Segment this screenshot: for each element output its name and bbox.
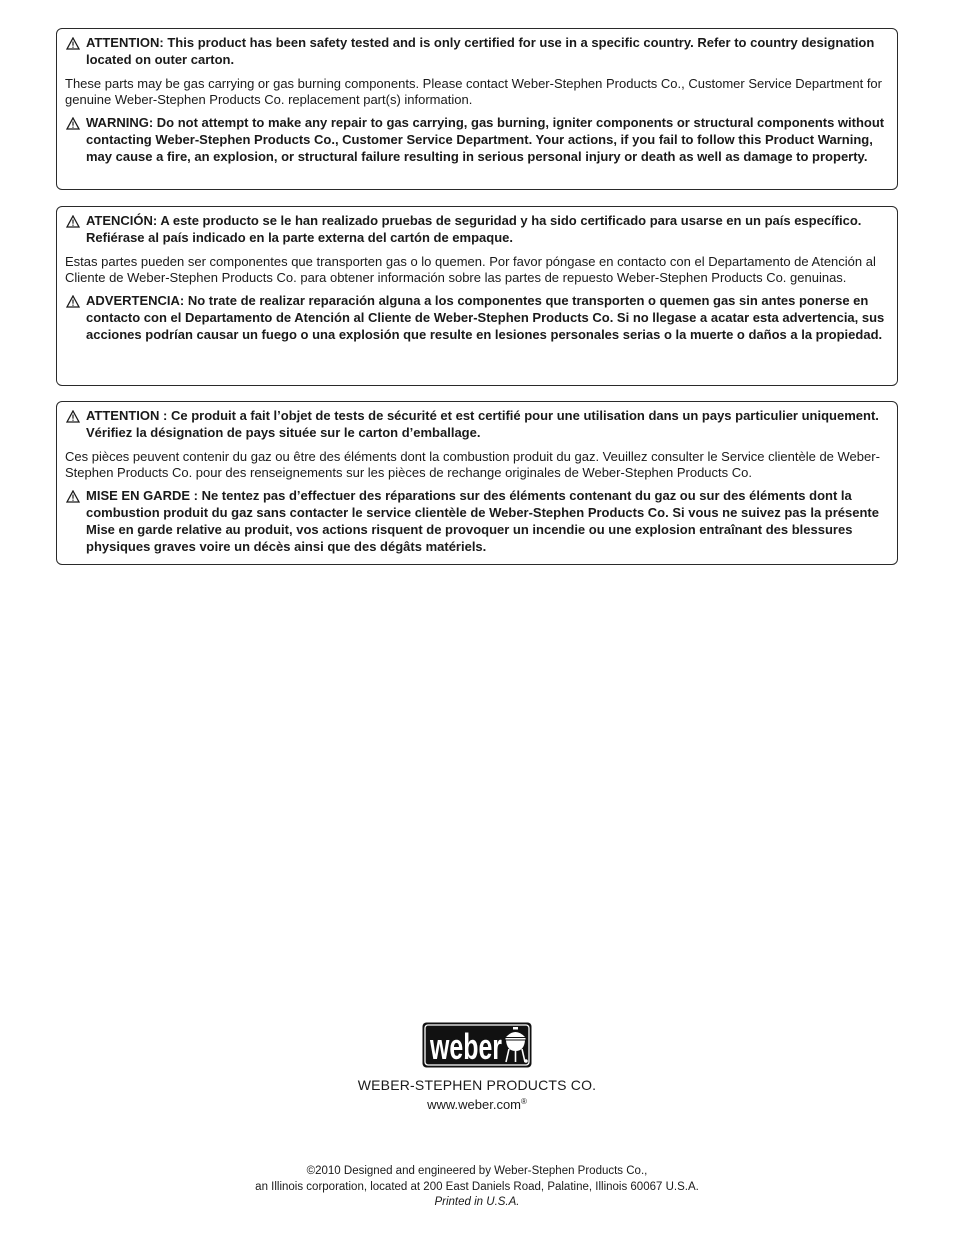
spanish-parts-text: Estas partes pueden ser componentes que transporten gas o lo quemen. Por favor póngase en contacto con el Departamento de Atención al Cliente de Weber-Stephen Products Co. para obtener información sobre las partes de repuesto Weber-Stephen Products Co. genuinas. xyxy=(65,253,876,286)
warning-triangle-icon xyxy=(66,490,80,503)
french-warning: MISE EN GARDE : Ne tentez pas d’effectuer des réparations sur des éléments contenant du gaz ou sur des éléments dont la combustion produit du gaz sans contacter le service clientèle de Weber-Stephen Products Co. Si vous ne suivez pas la présente Mise en garde relative au produit, vos actions risquent de provoquer un incendie ou une explosion entraînant des blessures physiques graves voire un décès ainsi que des dégâts matériels. xyxy=(65,488,889,555)
english-warning-box xyxy=(56,28,898,190)
warning-triangle-icon xyxy=(66,37,80,50)
address-line: an Illinois corporation, located at 200 East Daniels Road, Palatine, Illinois 60067 U.S.A. xyxy=(255,1181,699,1193)
english-warning: WARNING: Do not attempt to make any repair to gas carrying, gas burning, igniter components or structural components without contacting Weber-Stephen Products Co., Customer Service Department. Your actions, if you fail to follow this Product Warning, may cause a fire, an explosion, or structural failure resulting in serious personal injury or death as well as damage to property. xyxy=(65,115,889,165)
copyright-line: ©2010 Designed and engineered by Weber-Stephen Products Co., xyxy=(306,1165,648,1177)
french-attention: ATTENTION : Ce produit a fait l’objet de tests de sécurité et est certifié pour une utilisation dans un pays particulier uniquement. Vérifiez la désignation de pays située sur le carton d’emballage. xyxy=(65,408,889,442)
french-warning-box xyxy=(56,401,898,565)
spanish-warning: ADVERTENCIA: No trate de realizar reparación alguna a los componentes que transporten o quemen gas sin antes ponerse en contacto con el Departamento de Atención al Cliente de Weber-Stephen Products Co. Si no llegase a acatar esta advertencia, sus acciones podrían causar un fuego o una explosión que resulte en lesiones personales serias o la muerte o daños a la propiedad. xyxy=(65,293,889,343)
weber-logo-wordmark: weber xyxy=(429,1026,502,1067)
spanish-warning-box xyxy=(56,206,898,386)
warning-triangle-icon xyxy=(66,410,80,423)
french-parts-text: Ces pièces peuvent contenir du gaz ou être des éléments dont la combustion produit du gaz. Veuillez consulter le Service clientèle de Weber-Stephen Products Co. pour des renseignements sur les pièces de rechange originales de Weber-Stephen Products Co. xyxy=(65,448,880,481)
english-attention: ATTENTION: This product has been safety tested and is only certified for use in a specific country. Refer to country designation located on outer carton. xyxy=(65,35,889,69)
spanish-attention: ATENCIÓN: A este producto se le han realizado pruebas de seguridad y ha sido certificado para usarse en un país específico. Refiérase al país indicado en la parte externa del cartón de empaque. xyxy=(65,213,889,247)
company-name: WEBER-STEPHEN PRODUCTS CO. xyxy=(357,1077,597,1093)
warning-triangle-icon xyxy=(66,117,80,130)
weber-logo xyxy=(422,1022,532,1068)
registered-mark: ® xyxy=(521,1097,527,1106)
english-parts-text: These parts may be gas carrying or gas burning components. Please contact Weber-Stephen Products Co., Customer Service Department for genuine Weber-Stephen Products Co. replacement part(s) information. xyxy=(65,75,882,108)
printed-line: Printed in U.S.A. xyxy=(434,1196,520,1208)
warning-triangle-icon xyxy=(66,295,80,308)
website xyxy=(0,1097,954,1112)
website-url: www.weber.com xyxy=(427,1097,521,1112)
warning-triangle-icon xyxy=(66,215,80,228)
